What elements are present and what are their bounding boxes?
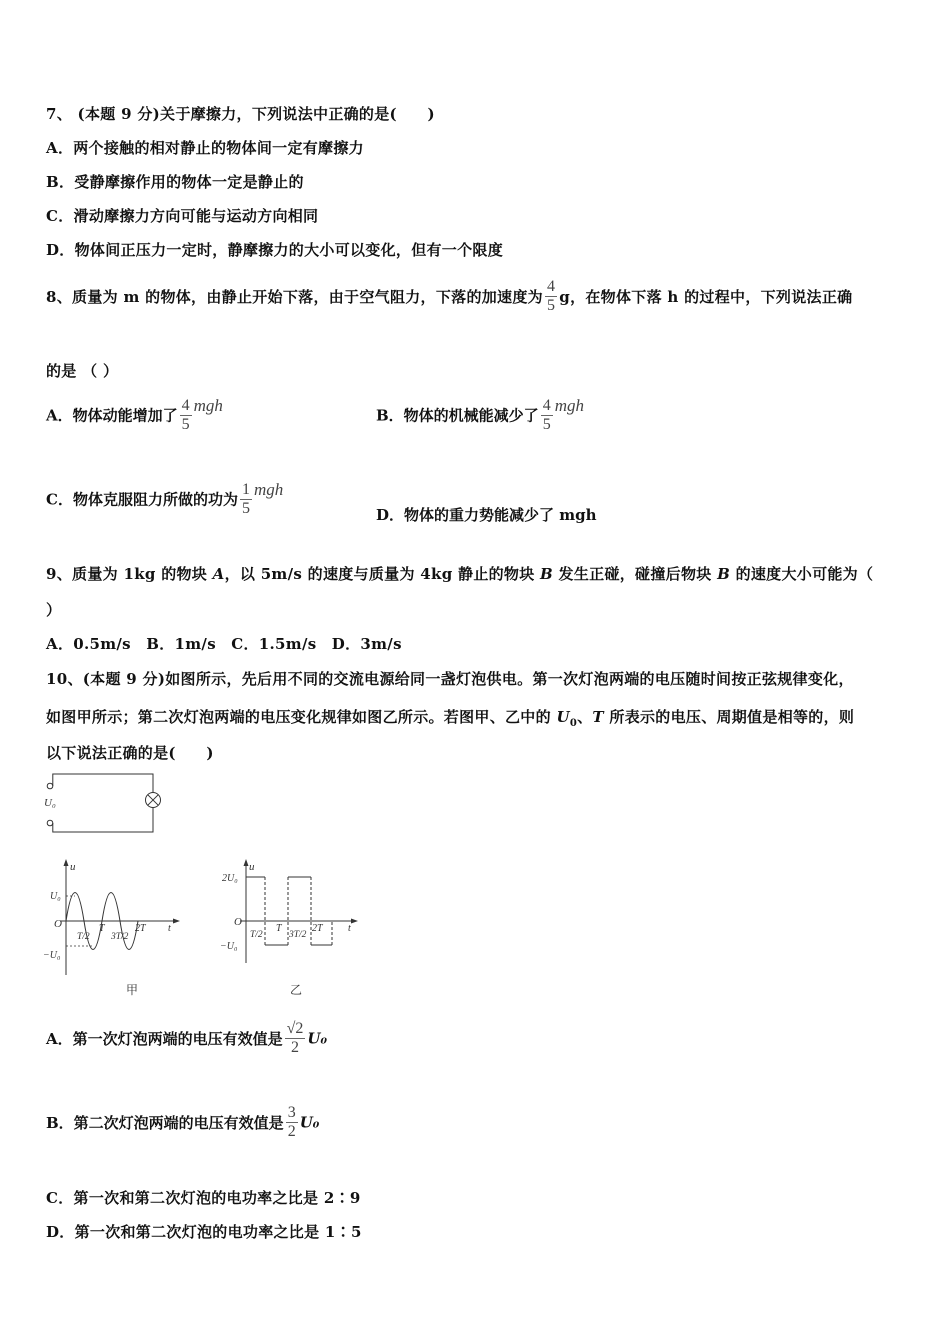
q7-stem: 7、 (本题 9 分)关于摩擦力，下列说法中正确的是( ) xyxy=(46,105,435,123)
circuit-label: U₀ xyxy=(44,797,56,809)
q8-stem: 8、质量为 m 的物体，由静止开始下落，由于空气阻力，下落的加速度为 $\frac{4}{5}$ g，在物体下落 h 的过程中，下列说法正确 xyxy=(46,278,853,314)
svg-text:O: O xyxy=(54,918,62,930)
q10-stem-line2: 如图甲所示；第二次灯泡两端的电压变化规律如图乙所示。若图甲、乙中的 $U_0$、T 所表示的电压、周期值是相等的，则 xyxy=(46,708,855,729)
svg-text:U₀: U₀ xyxy=(50,891,61,902)
q10-option-b: B．第二次灯泡两端的电压有效值是 $\frac{3}{2}$ U₀ xyxy=(46,1104,320,1140)
svg-text:2U₀: 2U₀ xyxy=(222,873,238,884)
q10-stem-line1: 10、(本题 9 分)如图所示，先后用不同的交流电源给同一盏灯泡供电。第一次灯泡两端的电压随时间按正弦规律变化， xyxy=(46,670,854,688)
svg-text:2T: 2T xyxy=(312,923,323,934)
q9-stem: 9、质量为 1kg 的物块 A，以 5m/s 的速度与质量为 4kg 静止的物块 B 发生正碰，碰撞后物块 B 的速度大小可能为（ xyxy=(46,565,874,583)
q8-option-c: C．物体克服阻力所做的功为 $\frac{1}{5}$ mgh xyxy=(46,480,284,517)
svg-text:3T/2: 3T/2 xyxy=(111,932,129,942)
q8-fraction: $\frac{4}{5}$ xyxy=(546,278,556,314)
q8-stem-line2: 的是 （ ） xyxy=(46,362,119,380)
svg-text:−U₀: −U₀ xyxy=(43,950,61,961)
q7-option-c: C．滑动摩擦力方向可能与运动方向相同 xyxy=(46,207,319,225)
svg-text:t: t xyxy=(168,923,171,934)
q10-option-d: D．第一次和第二次灯泡的电功率之比是 1∶5 xyxy=(46,1223,362,1241)
q7-option-d: D．物体间正压力一定时，静摩擦力的大小可以变化，但有一个限度 xyxy=(46,241,504,259)
q7-option-b: B．受静摩擦作用的物体一定是静止的 xyxy=(46,173,304,191)
q8-option-b: B．物体的机械能减少了 $\frac{4}{5}$ mgh xyxy=(376,396,584,433)
svg-text:2T: 2T xyxy=(135,923,146,934)
q10-option-a: A．第一次灯泡两端的电压有效值是 $\frac{√2}{2}$ U₀ xyxy=(46,1020,328,1056)
svg-text:O: O xyxy=(234,916,242,928)
q9-options: A．0.5m/s B．1m/s C．1.5m/s D．3m/s xyxy=(46,635,402,653)
graph-yi xyxy=(218,855,368,1003)
q10-stem-line3: 以下说法正确的是( ) xyxy=(46,744,214,762)
svg-text:乙: 乙 xyxy=(290,983,303,997)
q7-option-a: A．两个接触的相对静止的物体间一定有摩擦力 xyxy=(46,139,364,157)
svg-text:−U₀: −U₀ xyxy=(220,941,238,952)
svg-text:T: T xyxy=(276,923,282,934)
svg-text:T/2: T/2 xyxy=(250,930,263,940)
graph-jia xyxy=(40,855,190,1003)
lamp-icon xyxy=(146,793,161,808)
svg-text:u: u xyxy=(70,861,76,873)
svg-text:T: T xyxy=(99,923,105,934)
circuit-diagram xyxy=(40,770,170,838)
svg-text:t: t xyxy=(348,923,351,934)
q8-option-d: D．物体的重力势能减少了 mgh xyxy=(376,506,597,524)
q8-option-a: A．物体动能增加了 $\frac{4}{5}$ mgh xyxy=(46,396,223,433)
svg-text:T/2: T/2 xyxy=(77,932,90,942)
q10-option-c: C．第一次和第二次灯泡的电功率之比是 2∶9 xyxy=(46,1189,361,1207)
svg-text:甲: 甲 xyxy=(126,983,139,997)
q9-stem-line2: ） xyxy=(46,601,62,619)
svg-text:3T/2: 3T/2 xyxy=(289,930,307,940)
svg-text:u: u xyxy=(249,861,255,873)
